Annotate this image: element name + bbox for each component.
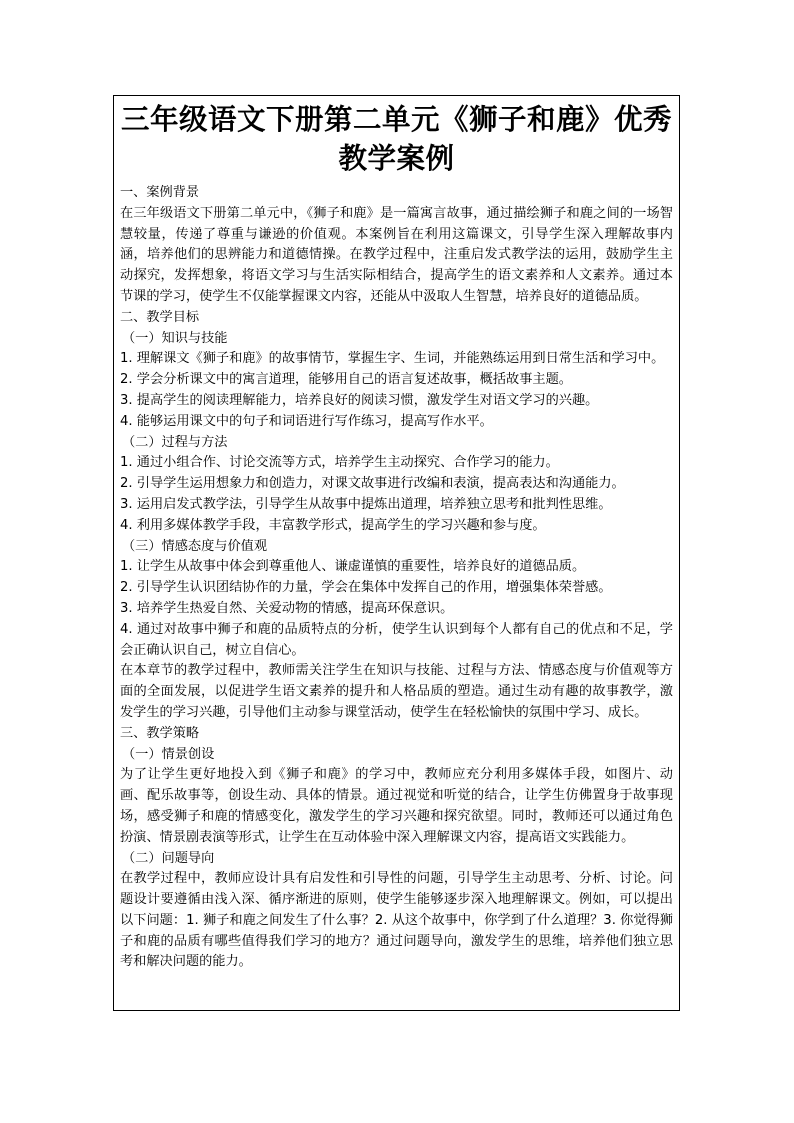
list-item: 2. 学会分析课文中的寓言道理，能够用自己的语言复述故事，概括故事主题。	[120, 372, 572, 388]
list-item: 4. 通过对故事中狮子和鹿的品质特点的分析，使学生认识到每个人都有自己的优点和不足，学会正确认识自己，树立自信心。	[120, 621, 673, 658]
list-item: 1. 理解课文《狮子和鹿》的故事情节，掌握生字、生词，并能熟练运用到日常生活和学习中。	[120, 351, 665, 367]
list-item: 2. 引导学生认识团结协作的力量，学会在集体中发挥自己的作用，增强集体荣誉感。	[120, 580, 612, 596]
list-item: 1. 通过小组合作、讨论交流等方式，培养学生主动探究、合作学习的能力。	[120, 455, 559, 471]
question-guided-paragraph: 在教学过程中，教师应设计具有启发性和引导性的问题，引导学生主动思考、分析、讨论。问题设计要遵循由浅入深、循序渐进的原则，使学生能够逐步深入地理解课文。例如，可以提出以下问题：1. 狮子和鹿之间发生了什么事？2. 从这个故事中，你学到了什么道理？3. 你觉得狮子和鹿的品质有哪些值得我们学习的地方？通过问题导向，激发学生的思维，培养他们独立思考和解决问题的能力。	[120, 871, 673, 970]
list-item: 4. 利用多媒体教学手段，丰富教学形式，提高学生的学习兴趣和参与度。	[120, 517, 546, 533]
section-heading-goals: 二、教学目标	[120, 309, 200, 325]
list-item: 1. 让学生从故事中体会到尊重他人、谦虚谨慎的重要性，培养良好的道德品质。	[120, 559, 586, 575]
scenario-paragraph: 为了让学生更好地投入到《狮子和鹿》的学习中，教师应充分利用多媒体手段，如图片、动画、配乐故事等，创设生动、具体的情景。通过视觉和听觉的结合，让学生仿佛置身于故事现场，感受狮子和鹿的情感变化，激发学生的学习兴趣和探究欲望。同时，教师还可以通过角色扮演、情景剧表演等形式，让学生在互动体验中深入理解课文内容，提高语文实践能力。	[120, 767, 673, 845]
document-frame	[113, 95, 680, 1011]
list-item: 3. 提高学生的阅读理解能力，培养良好的阅读习惯，激发学生对语文学习的兴趣。	[120, 392, 599, 408]
subheading-scenario: （一）情景创设	[122, 746, 215, 762]
list-item: 4. 能够运用课文中的句子和词语进行写作练习，提高写作水平。	[120, 413, 493, 429]
list-item: 3. 运用启发式教学法，引导学生从故事中提炼出道理，培养独立思考和批判性思维。	[120, 496, 612, 512]
subheading-knowledge-skills: （一）知识与技能	[122, 330, 228, 346]
list-item: 3. 培养学生热爱自然、关爱动物的情感，提高环保意识。	[120, 600, 454, 616]
section-heading-background: 一、案例背景	[120, 185, 200, 200]
document-body	[114, 178, 679, 973]
document-title: 三年级语文下册第二单元《狮子和鹿》优秀教学案例	[120, 103, 672, 175]
list-item: 2. 引导学生运用想象力和创造力，对课文故事进行改编和表演，提高表达和沟通能力。	[120, 476, 625, 492]
subheading-emotion-values: （三）情感态度与价值观	[122, 538, 268, 554]
goals-summary-paragraph: 在本章节的教学过程中，教师需关注学生在知识与技能、过程与方法、情感态度与价值观等方面的全面发展，以促进学生语文素养的提升和人格品质的塑造。通过生动有趣的故事教学，激发学生的学习兴趣，引导他们主动参与课堂活动，使学生在轻松愉快的氛围中学习、成长。	[120, 663, 673, 720]
subheading-process-methods: （二）过程与方法	[122, 434, 228, 450]
background-paragraph: 在三年级语文下册第二单元中，《狮子和鹿》是一篇寓言故事，通过描绘狮子和鹿之间的一场智慧较量，传递了尊重与谦逊的价值观。本案例旨在利用这篇课文，引导学生深入理解故事内涵，培养他们的思辨能力和道德情操。在教学过程中，注重启发式教学法的运用，鼓励学生主动探究，发挥想象，将语文学习与生活实际相结合，提高学生的语文素养和人文素养。通过本节课的学习，使学生不仅能掌握课文内容，还能从中汲取人生智慧，培养良好的道德品质。	[120, 205, 673, 304]
section-heading-strategy: 三、教学策略	[120, 725, 200, 741]
subheading-question-guided: （二）问题导向	[122, 850, 215, 866]
